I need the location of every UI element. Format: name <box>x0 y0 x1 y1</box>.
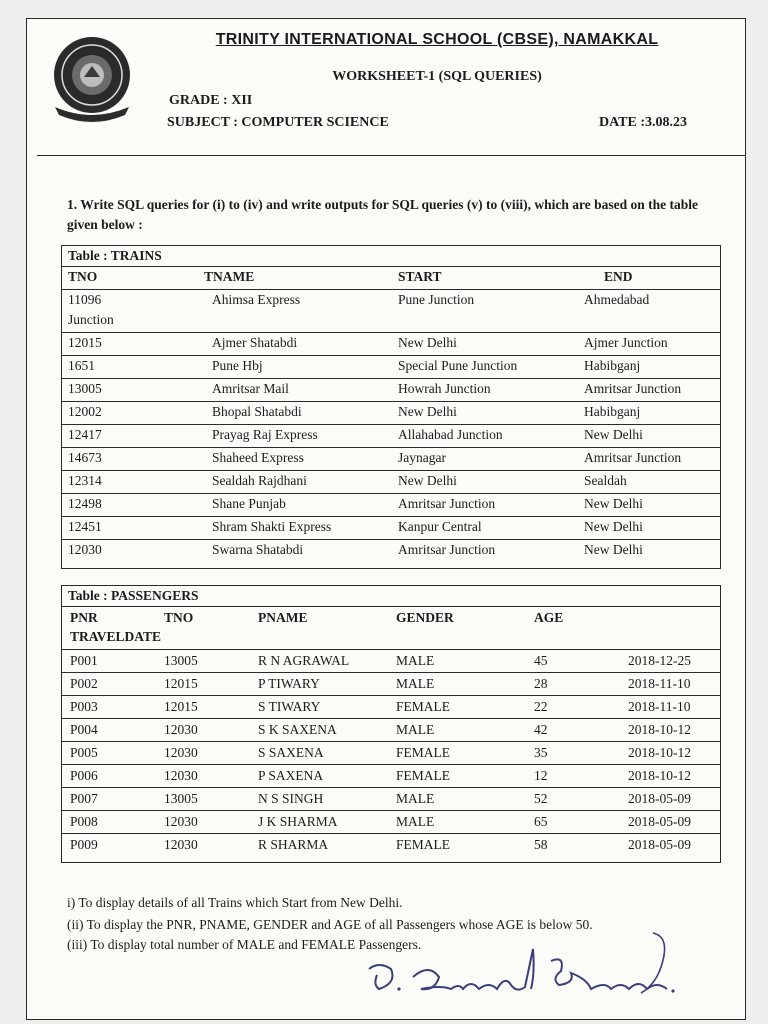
table-cell: P005 <box>70 745 98 760</box>
table-row <box>62 402 720 425</box>
table-cell: 12417 <box>68 427 102 442</box>
table-cell: FEMALE <box>396 768 450 783</box>
header-cell: GENDER <box>396 610 454 625</box>
table-cell: P002 <box>70 676 98 691</box>
worksheet-title: WORKSHEET-1 (SQL QUERIES) <box>332 69 542 84</box>
table-cell: Sealdah Rajdhani <box>212 473 307 488</box>
table-cell: 13005 <box>68 381 102 396</box>
header-cell: END <box>604 269 633 284</box>
table-cell: 2018-05-09 <box>628 837 691 852</box>
table-cell: P004 <box>70 722 98 737</box>
table-cell: Shaheed Express <box>212 450 304 465</box>
table-cell: 12030 <box>164 814 198 829</box>
table-cell: 12015 <box>164 699 198 714</box>
table-cell: J K SHARMA <box>258 814 338 829</box>
table-cell: MALE <box>396 653 435 668</box>
subject-label: SUBJECT : COMPUTER SCIENCE <box>167 115 389 130</box>
table-cell: FEMALE <box>396 745 450 760</box>
table-cell: New Delhi <box>584 496 643 511</box>
table-row <box>62 494 720 517</box>
table-cell: Ahmedabad <box>584 292 650 307</box>
table-cell: 2018-05-09 <box>628 791 691 806</box>
table-row <box>62 742 720 765</box>
table-cell: Ajmer Junction <box>584 335 668 350</box>
table-row <box>62 834 720 856</box>
table-row <box>62 765 720 788</box>
table-cell: 65 <box>534 814 548 829</box>
header-cell: PNAME <box>258 610 308 625</box>
table-cell: 22 <box>534 699 548 714</box>
table-cell: 12015 <box>164 676 198 691</box>
table-cell: Sealdah <box>584 473 627 488</box>
table-cell: MALE <box>396 791 435 806</box>
table-row <box>62 333 720 356</box>
table-cell: Amritsar Mail <box>212 381 289 396</box>
table-cell: 12015 <box>68 335 102 350</box>
header-cell: TNO <box>68 269 98 284</box>
table-cell: S TIWARY <box>258 699 321 714</box>
passengers-table <box>61 585 721 863</box>
passengers-header-row <box>62 607 720 650</box>
table-row <box>62 356 720 379</box>
table-cell: 13005 <box>164 653 198 668</box>
table-row <box>62 290 720 333</box>
school-name: TRINITY INTERNATIONAL SCHOOL (CBSE), NAMAKKAL <box>215 31 659 48</box>
table-cell: New Delhi <box>398 473 457 488</box>
header-cell-wrap: TRAVELDATE <box>70 629 162 644</box>
table-cell: FEMALE <box>396 699 450 714</box>
table-cell: 28 <box>534 676 548 691</box>
table-cell: P SAXENA <box>258 768 324 783</box>
table-cell: 2018-05-09 <box>628 814 691 829</box>
table-row <box>62 650 720 673</box>
trains-header-row <box>62 267 720 290</box>
table-row <box>62 811 720 834</box>
table-row <box>62 471 720 494</box>
table-cell: New Delhi <box>398 335 457 350</box>
table-cell: 2018-10-12 <box>628 768 691 783</box>
date-label: DATE :3.08.23 <box>599 115 688 130</box>
table-cell: New Delhi <box>584 542 643 557</box>
table-row <box>62 719 720 742</box>
table-cell: 2018-12-25 <box>628 653 691 668</box>
table-cell: Pune Hbj <box>212 358 263 373</box>
table-row <box>62 673 720 696</box>
table-cell: New Delhi <box>584 519 643 534</box>
table-cell: Jaynagar <box>398 450 446 465</box>
table-cell: P TIWARY <box>258 676 320 691</box>
table-cell: 12002 <box>68 404 102 419</box>
table-row <box>62 696 720 719</box>
table-cell: Prayag Raj Express <box>212 427 318 442</box>
table-cell: New Delhi <box>398 404 457 419</box>
worksheet-page <box>26 18 746 1020</box>
instruction-3: (iii) To display total number of MALE and FEMALE Passengers. <box>67 937 422 952</box>
table-cell: N S SINGH <box>258 791 324 806</box>
table-cell: 2018-10-12 <box>628 722 691 737</box>
table-cell: 12030 <box>164 745 198 760</box>
table-row <box>62 379 720 402</box>
table-cell: Amritsar Junction <box>398 542 496 557</box>
table-cell: 2018-11-10 <box>628 699 691 714</box>
table-cell: Amritsar Junction <box>584 381 682 396</box>
header-cell: TNAME <box>204 269 255 284</box>
table-cell: Ajmer Shatabdi <box>212 335 298 350</box>
trains-table <box>61 245 721 569</box>
question-text: 1. Write SQL queries for (i) to (iv) and write outputs for SQL queries (v) to (viii), which are based on the table given below : <box>67 197 698 232</box>
table-cell: 2018-10-12 <box>628 745 691 760</box>
school-emblem-icon <box>47 33 137 123</box>
header-cell: TNO <box>164 610 194 625</box>
table-cell: 1651 <box>68 358 95 373</box>
table-cell: Howrah Junction <box>398 381 491 396</box>
table-cell: 12498 <box>68 496 102 511</box>
table-cell: 35 <box>534 745 548 760</box>
table-cell: 12030 <box>164 837 198 852</box>
table-cell: Habibganj <box>584 404 641 419</box>
table-cell: 14673 <box>68 450 102 465</box>
table-cell: 12030 <box>68 542 102 557</box>
header-divider <box>37 155 745 156</box>
table-cell: 12030 <box>164 768 198 783</box>
table-cell: Allahabad Junction <box>398 427 503 442</box>
table-cell: R N AGRAWAL <box>258 653 350 668</box>
table-cell: 12314 <box>68 473 102 488</box>
table-cell: Bhopal Shatabdi <box>212 404 302 419</box>
table-row <box>62 517 720 540</box>
table-cell: 12 <box>534 768 548 783</box>
table-cell: 58 <box>534 837 548 852</box>
table-cell: 11096 <box>68 292 102 307</box>
table-cell: MALE <box>396 676 435 691</box>
passengers-table-title: Table : PASSENGERS <box>62 586 720 607</box>
table-cell: P007 <box>70 791 98 806</box>
table-row <box>62 425 720 448</box>
instruction-2: (ii) To display the PNR, PNAME, GENDER and AGE of all Passengers whose AGE is below 50. <box>67 917 593 932</box>
table-cell: FEMALE <box>396 837 450 852</box>
table-row <box>62 448 720 471</box>
table-cell: Shane Punjab <box>212 496 286 511</box>
trains-table-title: Table : TRAINS <box>62 246 720 267</box>
table-cell: Special Pune Junction <box>398 358 518 373</box>
table-cell: 45 <box>534 653 548 668</box>
table-cell: 12451 <box>68 519 102 534</box>
table-row <box>62 540 720 562</box>
table-row <box>62 788 720 811</box>
header-cell: PNR <box>70 610 98 625</box>
table-cell: R SHARMA <box>258 837 329 852</box>
table-cell: S SAXENA <box>258 745 324 760</box>
table-cell: Habibganj <box>584 358 641 373</box>
table-cell: Kanpur Central <box>398 519 482 534</box>
table-cell: New Delhi <box>584 427 643 442</box>
table-cell: Swarna Shatabdi <box>212 542 304 557</box>
table-cell: Ahimsa Express <box>212 292 301 307</box>
table-cell: P006 <box>70 768 98 783</box>
table-cell: 52 <box>534 791 548 806</box>
teacher-signature <box>355 927 695 1011</box>
instruction-1: i) To display details of all Trains which Start from New Delhi. <box>67 895 403 910</box>
table-cell: P001 <box>70 653 98 668</box>
table-cell: Shram Shakti Express <box>212 519 332 534</box>
table-cell: 42 <box>534 722 548 737</box>
grade-label: GRADE : XII <box>169 93 253 108</box>
header-cell: START <box>398 269 442 284</box>
table-cell: MALE <box>396 814 435 829</box>
table-cell: 2018-11-10 <box>628 676 691 691</box>
table-cell: 12030 <box>164 722 198 737</box>
table-cell-wrap: Junction <box>68 312 114 327</box>
table-cell: P003 <box>70 699 98 714</box>
table-cell: P009 <box>70 837 98 852</box>
table-cell: P008 <box>70 814 98 829</box>
table-cell: Pune Junction <box>398 292 475 307</box>
header-cell: AGE <box>534 610 564 625</box>
table-cell: S K SAXENA <box>258 722 337 737</box>
table-cell: 13005 <box>164 791 198 806</box>
table-cell: MALE <box>396 722 435 737</box>
table-cell: Amritsar Junction <box>584 450 682 465</box>
table-cell: Amritsar Junction <box>398 496 496 511</box>
